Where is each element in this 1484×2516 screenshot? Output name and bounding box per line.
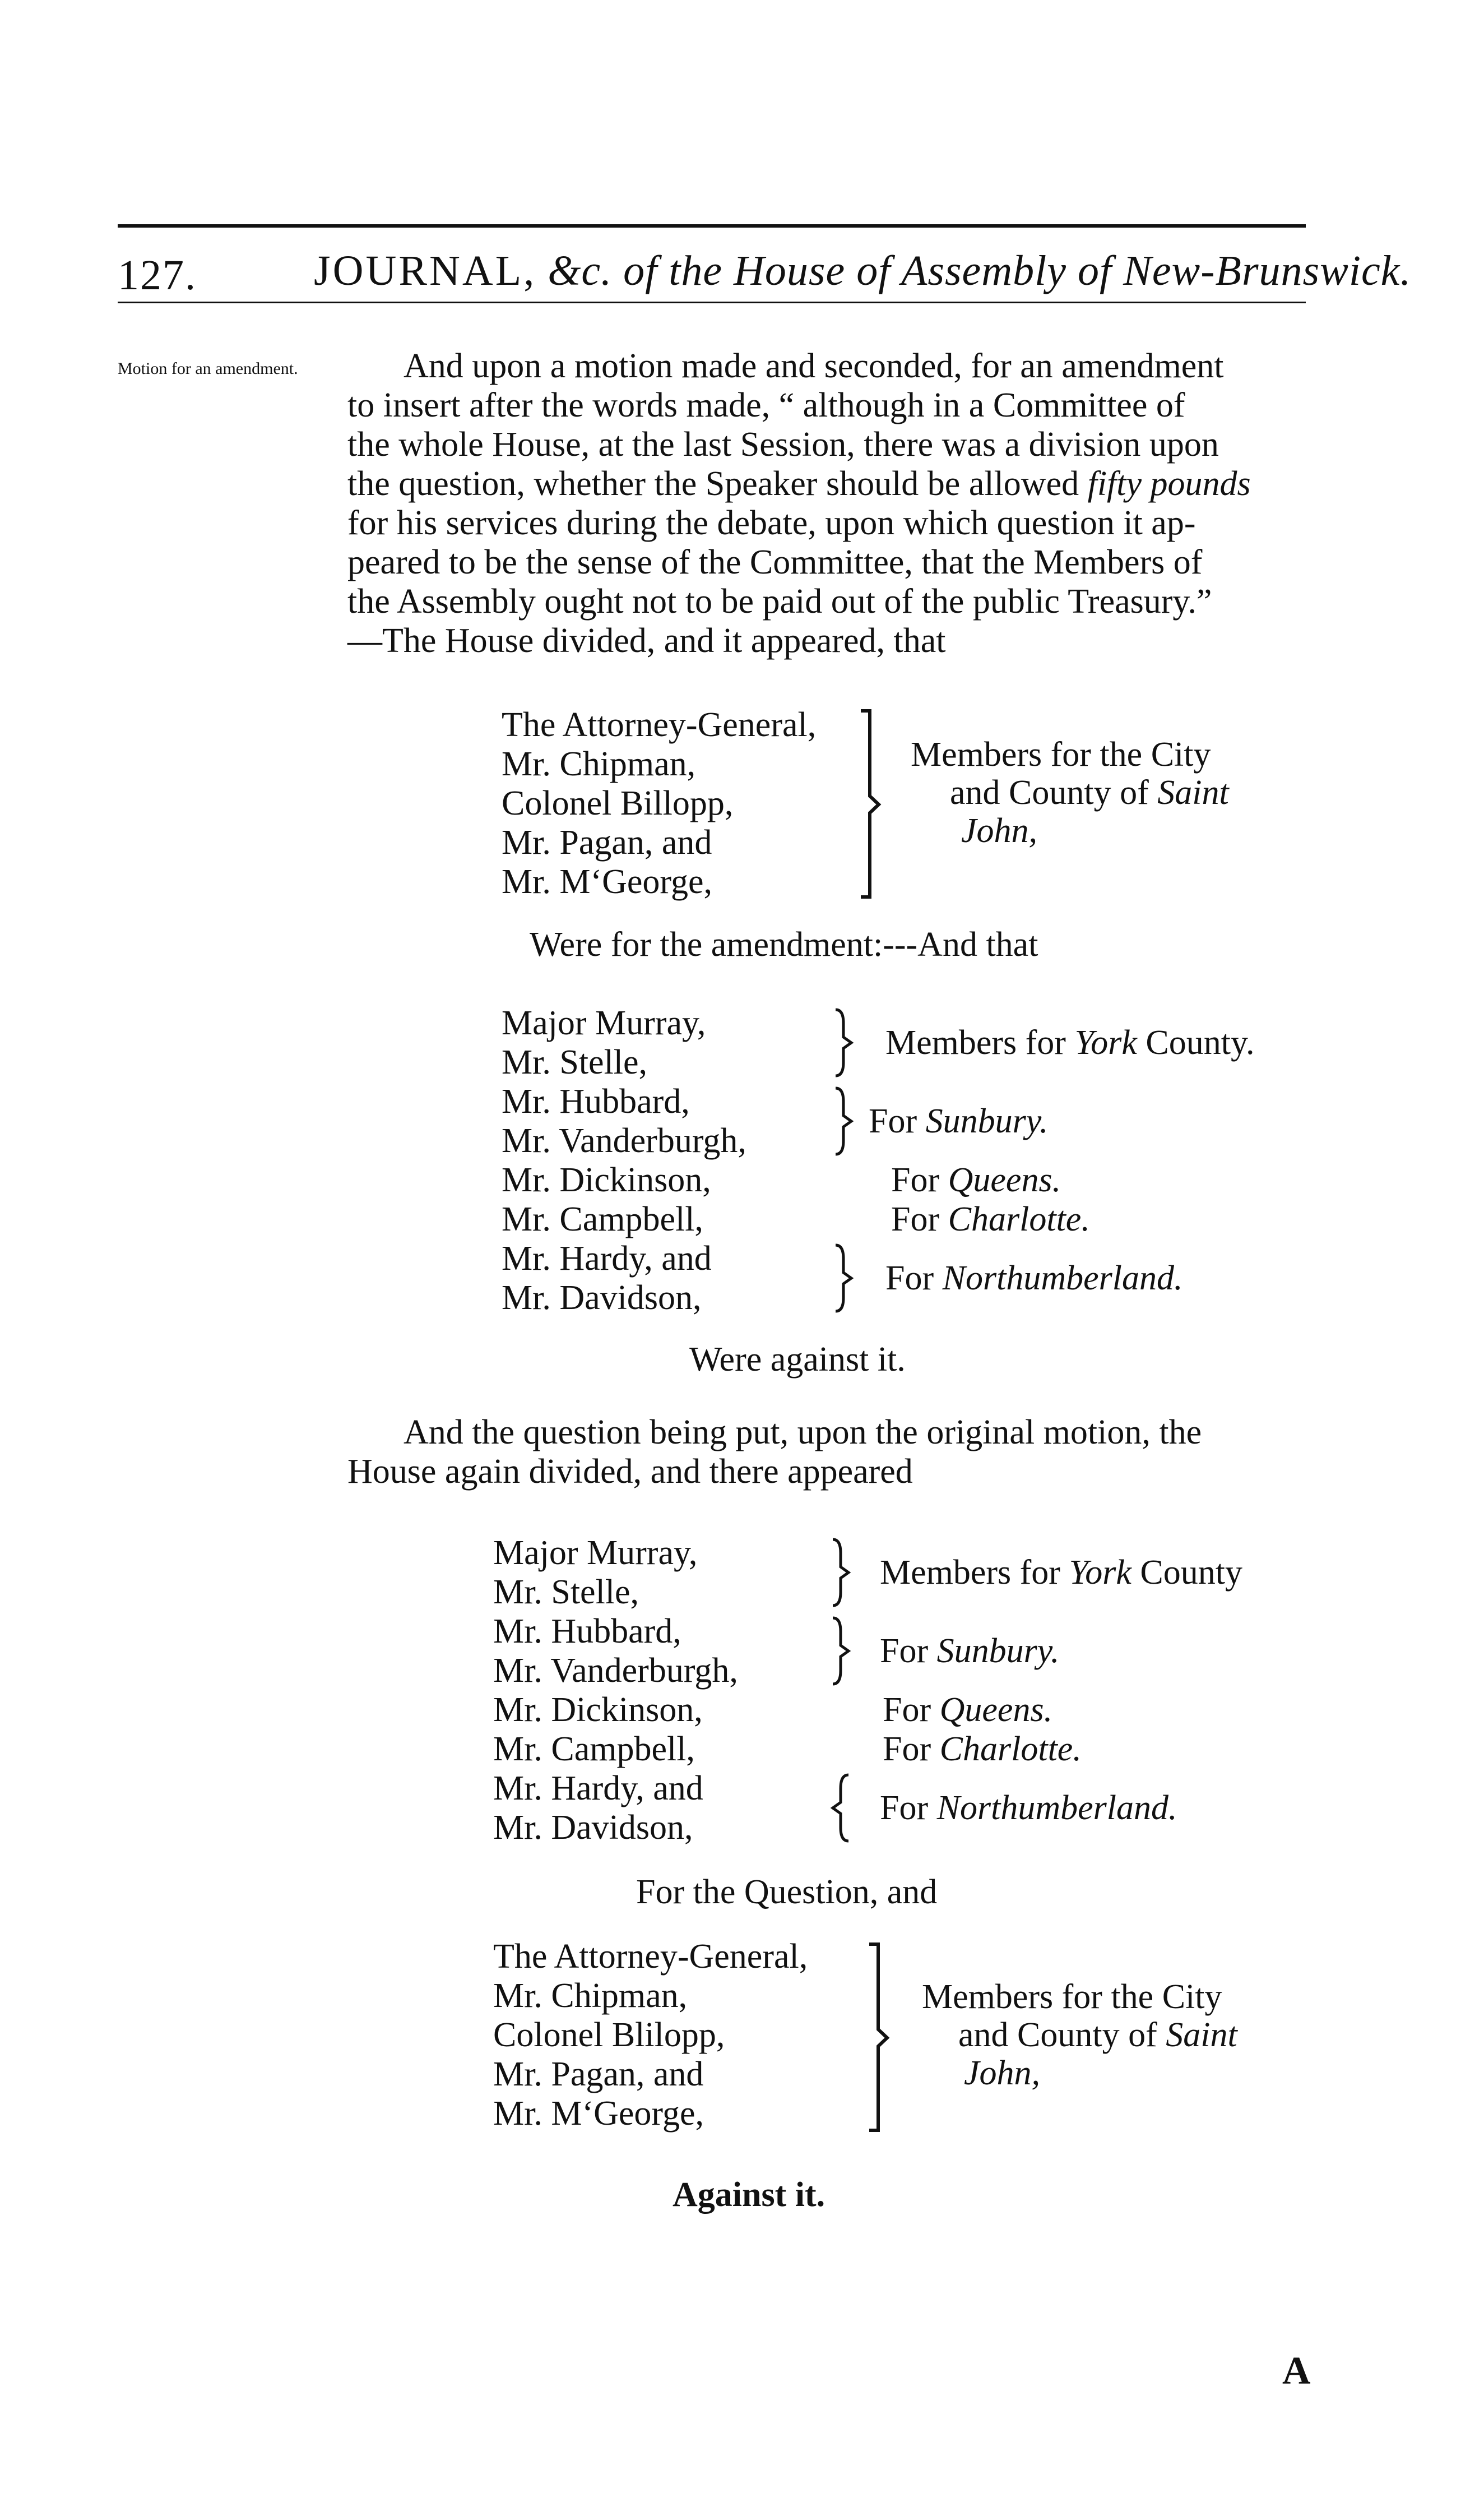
header-rule-bottom — [118, 302, 1306, 303]
desc-line — [911, 774, 1229, 812]
member-name: Mr. Davidson, — [502, 1279, 702, 1317]
paragraph-line-text: the question, whether the Speaker should be allowed — [347, 465, 1088, 503]
were-for-amendment: Were for the amendment:---And that — [530, 926, 1038, 964]
brace — [832, 1242, 855, 1315]
place-italic: Sunbury. — [925, 1102, 1049, 1140]
member-name: Mr. Chipman, — [493, 1977, 688, 2015]
member-name: Mr. Campbell, — [493, 1730, 695, 1768]
page-number: 127. — [118, 252, 197, 299]
running-title-rest: &c. of the House of Assembly of New-Brunswick. — [548, 247, 1412, 294]
place-italic: Charlotte. — [939, 1730, 1082, 1768]
division1-against-desc-york — [885, 1023, 1254, 1062]
paragraph-original-motion — [347, 1413, 1311, 1491]
paragraph-line: peared to be the sense of the Committee, that the Members of — [347, 543, 1203, 581]
place-italic: Queens. — [939, 1691, 1053, 1729]
brace-large — [866, 1940, 894, 2136]
desc-prefix: For — [885, 1259, 943, 1297]
member-name: Mr. M‘George, — [493, 2094, 704, 2133]
division2-against-names — [493, 1937, 808, 2133]
division2-against-desc — [922, 1978, 1237, 2092]
division1-against-desc-charlotte — [891, 1200, 1090, 1239]
desc-prefix: For — [880, 1789, 937, 1827]
member-name: Mr. Vanderburgh, — [502, 1122, 746, 1160]
brace — [832, 1085, 855, 1158]
desc-suffix: County — [1131, 1553, 1242, 1592]
division2-for-names — [493, 1533, 738, 1847]
division2-for-desc-york — [880, 1553, 1242, 1592]
place-italic: York — [1074, 1024, 1137, 1062]
place-italic: Sunbury. — [936, 1632, 1060, 1670]
paragraph-line: —The House divided, and it appeared, that — [347, 622, 946, 660]
desc-prefix: Members for — [885, 1024, 1075, 1062]
member-name: Mr. Hubbard, — [502, 1083, 690, 1121]
division2-for-desc-northumberland — [880, 1788, 1177, 1828]
paragraph-line: the whole House, at the last Session, there was a division upon — [347, 425, 1219, 464]
brace — [829, 1615, 852, 1687]
desc-line — [922, 2016, 1237, 2054]
desc-line-text: and County of — [958, 2016, 1166, 2054]
division1-for-desc — [911, 736, 1229, 850]
paragraph-line: the Assembly ought not to be paid out of the public Treasury.” — [347, 582, 1212, 621]
division1-against-desc-northumberland — [885, 1259, 1183, 1298]
desc-prefix: For — [880, 1632, 937, 1670]
member-name: Mr. Vanderburgh, — [493, 1652, 738, 1690]
member-name: Colonel Blilopp, — [493, 2016, 725, 2054]
running-title — [314, 247, 1411, 295]
member-name: Mr. M‘George, — [502, 863, 712, 901]
paragraph-line: And the question being put, upon the original motion, the — [404, 1413, 1202, 1451]
were-against: Were against it. — [689, 1340, 906, 1379]
for-the-question: For the Question, and — [636, 1873, 938, 1911]
member-name: Mr. Campbell, — [502, 1200, 703, 1238]
division1-against-names — [502, 1003, 746, 1317]
saint-italic: Saint — [1166, 2016, 1237, 2054]
fifty-pounds-emphasis: fifty pounds — [1087, 465, 1251, 503]
member-name: Mr. Dickinson, — [493, 1691, 703, 1729]
against-it: Against it. — [673, 2176, 826, 2214]
desc-prefix: For — [891, 1200, 948, 1238]
desc-prefix: For — [891, 1161, 948, 1199]
member-name: Mr. Hardy, and — [493, 1769, 703, 1807]
division1-for-names — [502, 705, 816, 901]
brace — [829, 1536, 852, 1609]
member-name: Colonel Billopp, — [502, 784, 734, 822]
place-italic: Charlotte. — [948, 1200, 1090, 1238]
member-name: The Attorney-General, — [493, 1937, 808, 1976]
division2-for-desc-queens — [883, 1690, 1052, 1729]
brace — [829, 1772, 852, 1844]
member-name: Major Murray, — [502, 1004, 706, 1042]
brace-large — [857, 706, 885, 903]
desc-line — [911, 812, 1229, 850]
member-name: Mr. Pagan, and — [502, 824, 712, 862]
member-name: Major Murray, — [493, 1534, 698, 1572]
paragraph-line: to insert after the words made, “ although in a Committee of — [347, 386, 1185, 424]
place-italic: York — [1069, 1553, 1131, 1592]
desc-line: Members for the City — [922, 1978, 1222, 2016]
running-title-journal: JOURNAL, — [314, 247, 537, 294]
john-italic: John, — [964, 2054, 1041, 2092]
division2-for-desc-sunbury — [880, 1631, 1059, 1671]
member-name: Mr. Stelle, — [493, 1573, 639, 1611]
division1-against-desc-sunbury — [869, 1102, 1048, 1141]
desc-prefix: For — [883, 1730, 940, 1768]
place-italic: Northumberland. — [936, 1789, 1177, 1827]
brace — [832, 1006, 855, 1079]
header-rule-top — [118, 224, 1306, 228]
paragraph-line: for his services during the debate, upon which question it ap- — [347, 504, 1196, 542]
member-name: Mr. Dickinson, — [502, 1161, 711, 1199]
place-italic: Queens. — [948, 1161, 1061, 1199]
member-name: Mr. Hardy, and — [502, 1239, 712, 1278]
member-name: Mr. Pagan, and — [493, 2055, 704, 2093]
paragraph-amendment — [347, 346, 1311, 660]
member-name: Mr. Chipman, — [502, 745, 696, 783]
member-name: Mr. Stelle, — [502, 1043, 648, 1081]
paragraph-line — [347, 464, 1311, 503]
desc-suffix: County. — [1137, 1024, 1255, 1062]
margin-note: Motion for an amendment. — [118, 359, 298, 378]
desc-prefix: Members for — [880, 1553, 1069, 1592]
john-italic: John, — [961, 812, 1038, 850]
desc-line-text: and County of — [950, 774, 1158, 812]
paragraph-line: House again divided, and there appeared — [347, 1453, 913, 1491]
division1-against-desc-queens — [891, 1160, 1061, 1200]
desc-prefix: For — [869, 1102, 926, 1140]
desc-line: Members for the City — [911, 736, 1211, 774]
member-name: Mr. Hubbard, — [493, 1612, 681, 1650]
desc-line — [922, 2054, 1237, 2092]
paragraph-line: And upon a motion made and seconded, for an amendment — [404, 347, 1224, 385]
desc-prefix: For — [883, 1691, 940, 1729]
division2-for-desc-charlotte — [883, 1729, 1082, 1769]
member-name: The Attorney-General, — [502, 706, 817, 744]
saint-italic: Saint — [1157, 774, 1229, 812]
place-italic: Northumberland. — [942, 1259, 1183, 1297]
member-name: Mr. Davidson, — [493, 1809, 693, 1847]
catchword: A — [1282, 2350, 1311, 2393]
